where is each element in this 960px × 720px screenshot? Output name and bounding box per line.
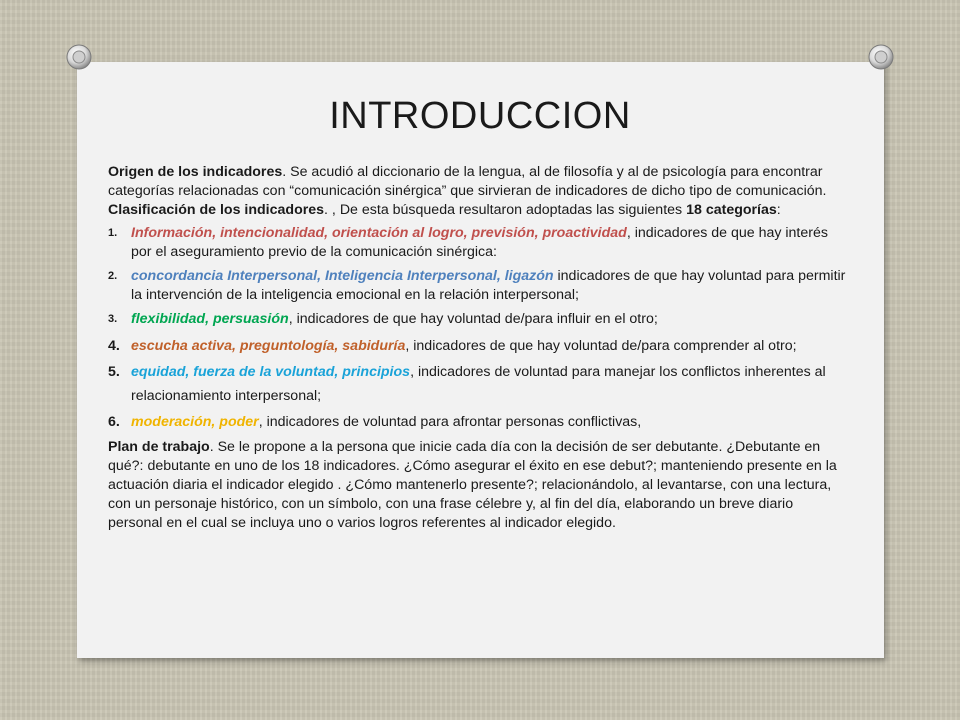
plan-label: Plan de trabajo [108,439,210,455]
list-item [108,334,846,358]
list-number: 4. [108,338,120,354]
list-number: 5. [108,364,120,380]
category-text: , indicadores de que hay voluntad de/para influir en el otro; [288,311,658,327]
slide-content [108,163,846,533]
clasificacion-count: 18 [686,202,702,218]
category-text: indicadores de que hay voluntad para permitir la intervención de la inteligencia emocional en la relación interpersonal; [131,268,846,303]
category-keywords: escucha activa, preguntología, sabiduría [131,338,406,354]
slide-title: INTRODUCCION [329,95,631,137]
category-text: , indicadores de que hay voluntad de/para comprender al otro; [405,338,797,354]
clasificacion-paragraph [108,201,846,220]
list-number: 1. [108,227,118,239]
clasificacion-label: Clasificación de los indicadores [108,202,325,218]
list-item [108,360,846,408]
category-keywords: moderación, poder [131,414,259,430]
pushpin-right-icon [866,42,896,72]
origen-text: . Se acudió al diccionario de la lengua, al de filosofía y al de psicología para encontrar categorías relacionadas con “comunicación sinérgica” que sirvieran de indicadores de dicho tipo de comunicación. [108,164,827,199]
list-item [108,267,846,305]
category-keywords: flexibilidad, persuasión [131,311,289,327]
list-number: 6. [108,414,120,430]
list-item [108,224,846,262]
pushpin-left-icon [64,42,94,72]
origen-label: Origen de los indicadores [108,164,283,180]
plan-paragraph [108,438,846,533]
list-number: 3. [108,313,118,325]
category-keywords: Información, intencionalidad, orientación al logro, previsión, proactividad [131,225,627,241]
list-item [108,410,846,434]
clasificacion-label-2: categorías [705,202,777,218]
plan-text: . Se le propone a la persona que inicie cada día con la decisión de ser debutante. ¿Debutante en qué?: debutante en uno de los 18 indicadores. ¿Cómo asegurar el éxito en ese debut?; manteniendo presente en la actuación diaria el indicador elegido . ¿Cómo mantenerlo presente?; relacionándolo, al levantarse, con una lectura, con un personaje histórico, con un símbolo, con una frase célebre y, al fin del día, elaborando un breve diario personal en el cual se incluya uno o varios logros referentes al indicador elegido. [108,439,837,531]
clasificacion-text-after: : [776,202,781,218]
category-text: , indicadores de que hay interés por el aseguramiento previo de la comunicación sinérgica: [131,225,828,260]
origen-paragraph [108,163,846,201]
list-item [108,310,846,329]
category-keywords: equidad, fuerza de la voluntad, principios [131,364,411,380]
category-text: , indicadores de voluntad para manejar los conflictos inherentes al relacionamiento interpersonal; [131,364,826,404]
categories-list [108,224,846,434]
clasificacion-text: . , De esta búsqueda resultaron adoptadas las siguientes [324,202,687,218]
category-text: , indicadores de voluntad para afrontar personas conflictivas, [258,414,642,430]
category-keywords: concordancia Interpersonal, Inteligencia Interpersonal, ligazón [131,268,554,284]
list-number: 2. [108,270,118,282]
